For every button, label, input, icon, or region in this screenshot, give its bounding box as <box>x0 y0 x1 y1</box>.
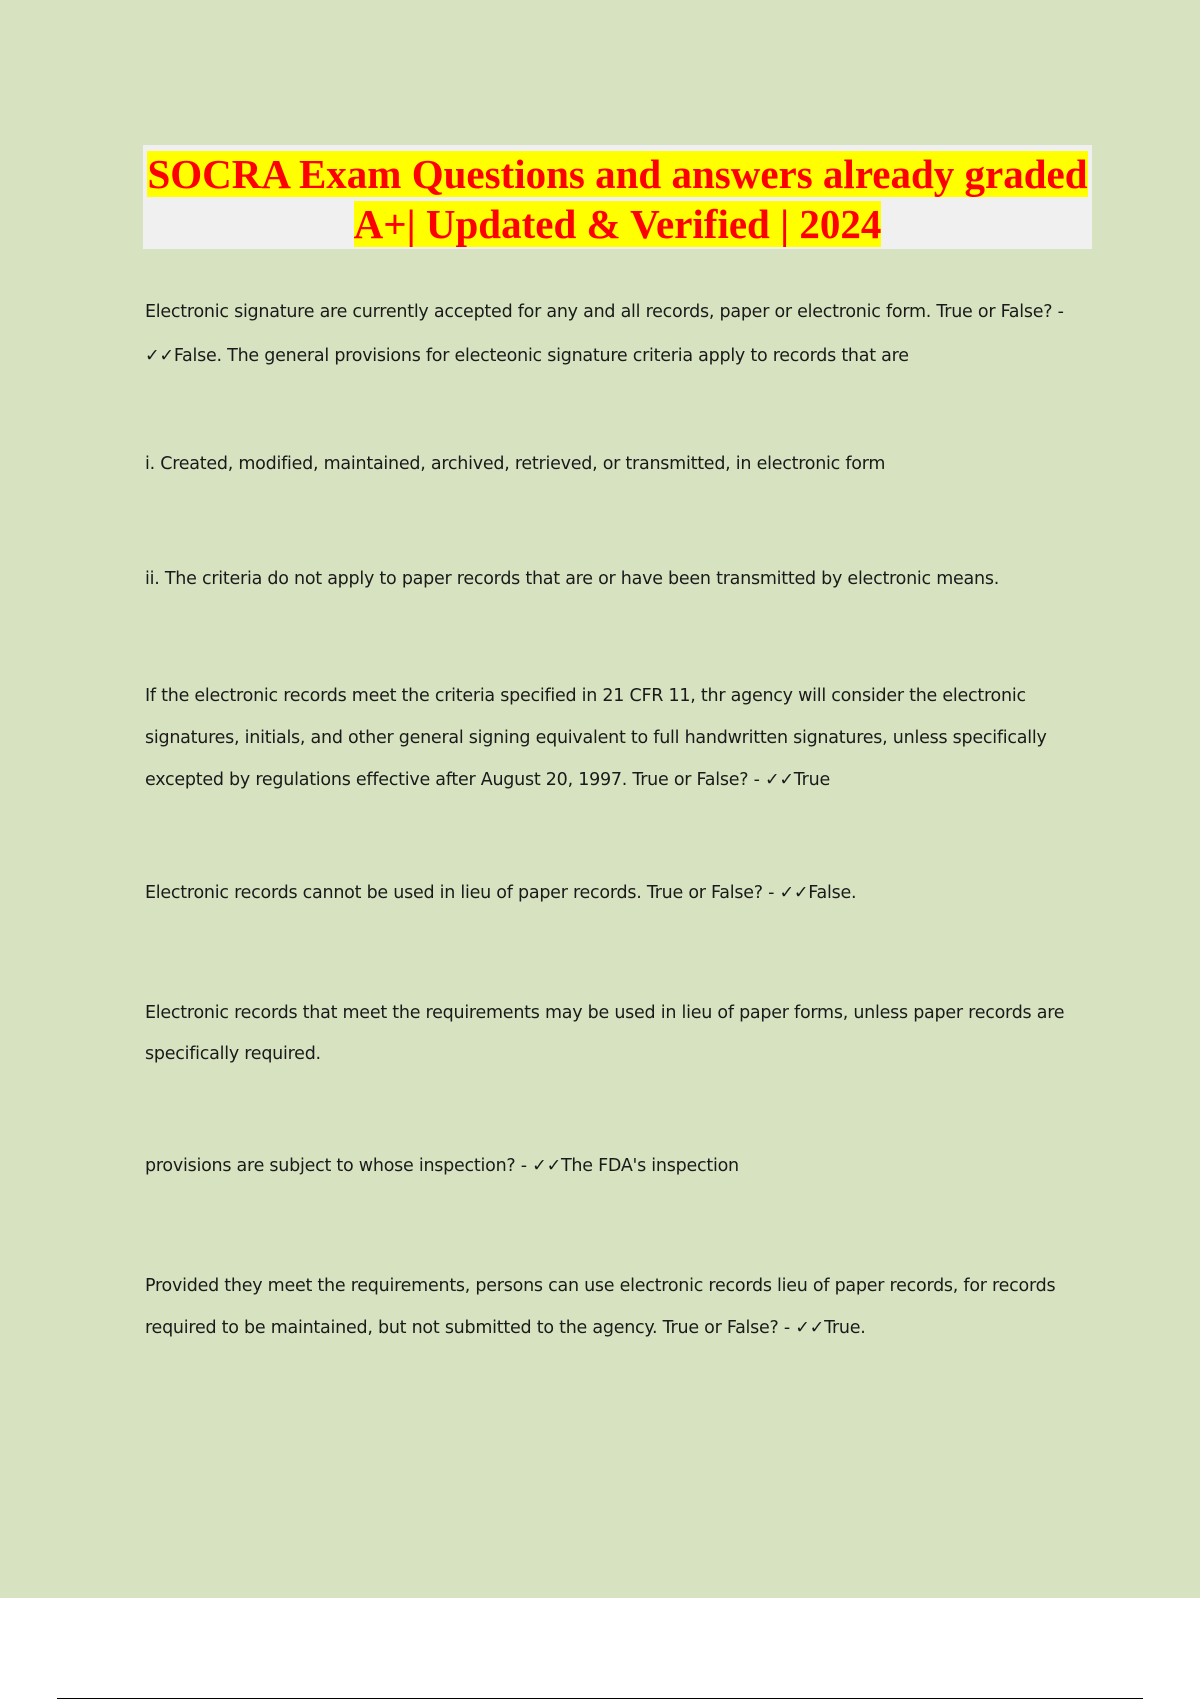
paragraph-electronic-records-requirements: Electronic records that meet the requirements may be used in lieu of paper forms, unless paper records are specifically required. <box>145 1003 1065 1064</box>
paragraph-electronic-signature-question: Electronic signature are currently accepted for any and all records, paper or electronic form. True or False? - ✓✓False. The general provisions for electeonic signature criteria apply to records that are <box>145 302 1064 366</box>
paragraph-electronic-records-lieu-question: Electronic records cannot be used in lieu of paper records. True or False? - ✓✓False. <box>145 883 857 903</box>
paragraph-criteria-item-ii: ii. The criteria do not apply to paper records that are or have been transmitted by electronic means. <box>145 569 1000 589</box>
paragraph-21-cfr-11-question: If the electronic records meet the criteria specified in 21 CFR 11, thr agency will consider the electronic signatures, initials, and other general signing equivalent to full handwritten signatures, unless specifically excepted by regulations effective after August 20, 1997. True or False? - ✓✓True <box>145 686 1047 790</box>
paragraph-inspection-question: provisions are subject to whose inspection? - ✓✓The FDA's inspection <box>145 1156 739 1176</box>
footer-divider <box>57 1698 1143 1699</box>
title-box <box>143 145 1092 249</box>
paragraph-maintained-records-question: Provided they meet the requirements, persons can use electronic records lieu of paper records, for records required to be maintained, but not submitted to the agency. True or False? - ✓✓True. <box>145 1276 1056 1338</box>
paragraph-criteria-item-i: i. Created, modified, maintained, archived, retrieved, or transmitted, in electronic form <box>145 454 886 474</box>
document-title: SOCRA Exam Questions and answers already graded A+| Updated & Verified | 2024 <box>147 151 1088 247</box>
